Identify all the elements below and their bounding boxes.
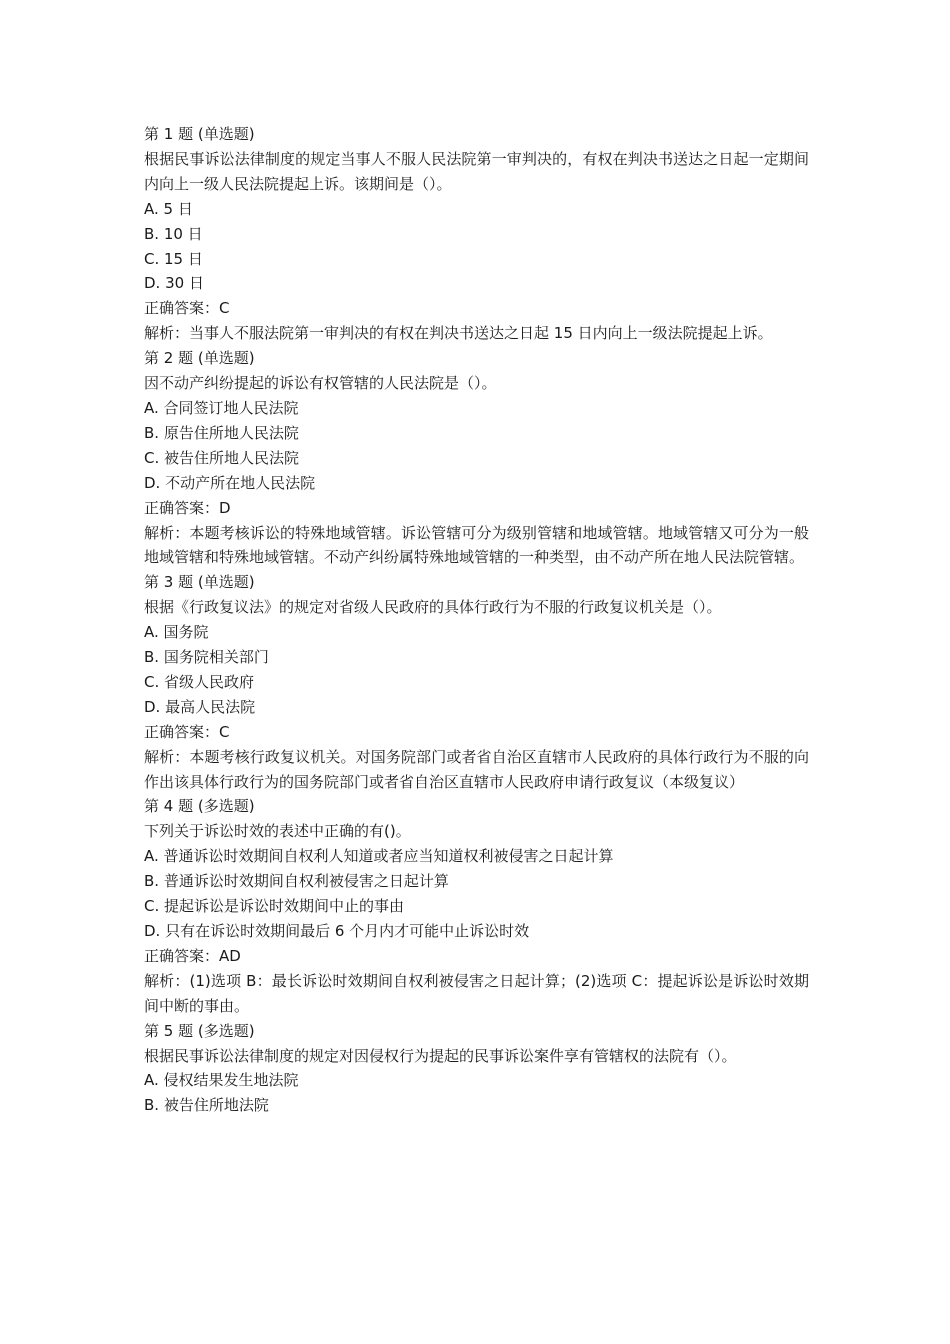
question-1-header: 第 1 题 (单选题)	[144, 125, 255, 143]
question-4-option-d: D. 只有在诉讼时效期间最后 6 个月内才可能中止诉讼时效	[144, 922, 530, 940]
question-4-stem: 下列关于诉讼时效的表述中正确的有()。	[144, 822, 411, 841]
question-3-option-a: A. 国务院	[144, 623, 209, 642]
question-4-option-c: C. 提起诉讼是诉讼时效期间中止的事由	[144, 897, 405, 916]
question-2-option-d: D. 不动产所在地人民法院	[144, 473, 316, 492]
question-3-stem: 根据《行政复议法》的规定对省级人民政府的具体行政行为不服的行政复议机关是（）。	[144, 598, 722, 617]
question-3-answer: 正确答案：C	[144, 722, 230, 741]
question-4-analysis: 解析：(1)选项 B：最长诉讼时效期间自权利被侵害之日起计算；(2)选项 C：提起诉讼是诉讼时效期间中断的事由。	[144, 971, 809, 1015]
question-2-answer: 正确答案：D	[144, 498, 231, 517]
question-5-header: 第 5 题 (多选题)	[144, 1021, 255, 1040]
question-3-option-b: B. 国务院相关部门	[144, 648, 269, 667]
question-5-stem: 根据民事诉讼法律制度的规定对因侵权行为提起的民事诉讼案件享有管辖权的法院有（）。	[144, 1046, 737, 1065]
question-5-option-a: A. 侵权结果发生地法院	[144, 1071, 299, 1090]
question-3-option-d: D. 最高人民法院	[144, 697, 256, 716]
question-1-option-a: A. 5 日	[144, 199, 193, 218]
question-2-option-a: A. 合同签订地人民法院	[144, 398, 299, 417]
question-2-option-b: B. 原告住所地人民法院	[144, 423, 299, 442]
question-4-option-b: B. 普通诉讼时效期间自权利被侵害之日起计算	[144, 872, 449, 891]
question-1-analysis: 解析：当事人不服法院第一审判决的有权在判决书送达之日起 15 日内向上一级法院提起上诉。	[144, 324, 773, 343]
document-page	[144, 122, 809, 1118]
question-3-header: 第 3 题 (单选题)	[144, 573, 255, 592]
question-1-option-b: B. 10 日	[144, 224, 203, 243]
question-5-option-b: B. 被告住所地法院	[144, 1096, 269, 1115]
question-3-analysis: 解析：本题考核行政复议机关。对国务院部门或者省自治区直辖市人民政府的具体行政行为不服的向作出该具体行政行为的国务院部门或者省自治区直辖市人民政府申请行政复议（本级复议）	[144, 747, 809, 791]
question-4-header: 第 4 题 (多选题)	[144, 797, 255, 816]
question-1-option-c: C. 15 日	[144, 249, 203, 268]
question-2-stem: 因不动产纠纷提起的诉讼有权管辖的人民法院是（）。	[144, 374, 497, 393]
question-2-header: 第 2 题 (单选题)	[144, 349, 255, 368]
question-3-option-c: C. 省级人民政府	[144, 672, 255, 691]
question-1-option-d: D. 30 日	[144, 274, 204, 293]
question-2-analysis: 解析：本题考核诉讼的特殊地域管辖。诉讼管辖可分为级别管辖和地域管辖。地域管辖又可分为一般地域管辖和特殊地域管辖。不动产纠纷属特殊地域管辖的一种类型，由不动产所在地人民法院管辖。	[144, 523, 809, 567]
question-4-answer: 正确答案：AD	[144, 946, 241, 965]
question-2-option-c: C. 被告住所地人民法院	[144, 448, 300, 467]
question-4-option-a: A. 普通诉讼时效期间自权利人知道或者应当知道权利被侵害之日起计算	[144, 847, 614, 866]
question-1-stem: 根据民事诉讼法律制度的规定当事人不服人民法院第一审判决的，有权在判决书送达之日起一定期间内向上一级人民法院提起上诉。该期间是（）。	[144, 149, 809, 193]
question-1-answer: 正确答案：C	[144, 299, 230, 318]
